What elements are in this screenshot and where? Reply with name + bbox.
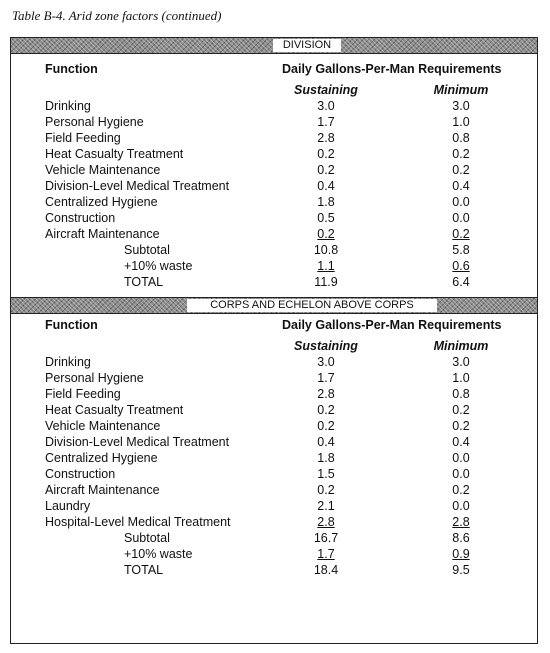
function-header: Function: [45, 62, 98, 76]
sustaining-header: Sustaining: [294, 339, 358, 353]
table-row: [11, 482, 537, 498]
sustaining-cell: 0.2: [317, 419, 335, 433]
sustaining-cell: 1.5: [317, 467, 335, 481]
subtotal-minimum: 5.8: [452, 243, 470, 257]
minimum-cell: 0.2: [452, 483, 470, 497]
sustaining-cell: 2.8: [317, 131, 335, 145]
sustaining-cell: 3.0: [317, 355, 335, 369]
sustaining-cell: 3.0: [317, 99, 335, 113]
requirements-header: Daily Gallons-Per-Man Requirements: [282, 62, 502, 76]
sustaining-cell: 1.8: [317, 195, 335, 209]
function-cell: Aircraft Maintenance: [45, 483, 160, 497]
table-row: [11, 146, 537, 162]
function-cell: Centralized Hygiene: [45, 195, 158, 209]
total-minimum: 9.5: [452, 563, 470, 577]
minimum-cell: 0.2: [452, 403, 470, 417]
minimum-header: Minimum: [433, 339, 489, 353]
minimum-header: Minimum: [433, 83, 489, 97]
table-row: [11, 354, 537, 370]
table-row: [11, 466, 537, 482]
arid-zone-table: [10, 37, 538, 644]
total-label: TOTAL: [124, 275, 164, 289]
sustaining-cell: 1.7: [317, 371, 335, 385]
total-sustaining: 11.9: [314, 275, 338, 289]
function-cell: Drinking: [45, 355, 91, 369]
subtotal-label: Subtotal: [124, 243, 170, 257]
function-header: Function: [45, 318, 98, 332]
minimum-cell: 3.0: [452, 355, 470, 369]
function-cell: Drinking: [45, 99, 91, 113]
waste-sustaining: 1.1: [317, 259, 335, 273]
sustaining-cell: 0.2: [317, 483, 335, 497]
subtotal-minimum: 8.6: [452, 531, 470, 545]
function-cell: Heat Casualty Treatment: [45, 403, 184, 417]
minimum-cell: 0.0: [452, 451, 470, 465]
table-row: [11, 210, 537, 226]
minimum-cell: 2.8: [452, 515, 470, 529]
sustaining-cell: 0.2: [317, 163, 335, 177]
table-row: [11, 498, 537, 514]
function-cell: Field Feeding: [45, 387, 121, 401]
subtotal-sustaining: 16.7: [313, 531, 339, 545]
minimum-cell: 0.2: [452, 147, 470, 161]
total-minimum: 6.4: [452, 275, 470, 289]
division-rows: [11, 98, 537, 242]
sustaining-cell: 0.2: [317, 403, 335, 417]
table-row: [11, 370, 537, 386]
function-cell: Centralized Hygiene: [45, 451, 158, 465]
sustaining-cell: 1.7: [317, 115, 335, 129]
table-row: [11, 114, 537, 130]
table-row: [11, 514, 537, 530]
division-total-row: [11, 274, 537, 290]
waste-sustaining: 1.7: [317, 547, 335, 561]
minimum-cell: 0.4: [452, 435, 470, 449]
division-column-header-row: [11, 82, 537, 98]
sustaining-cell: 0.4: [317, 435, 335, 449]
sustaining-cell: 2.8: [317, 515, 335, 529]
table-row: [11, 226, 537, 242]
minimum-cell: 0.8: [452, 387, 470, 401]
corps-column-header-row: [11, 338, 537, 354]
waste-minimum: 0.6: [452, 259, 470, 273]
function-cell: Construction: [45, 467, 116, 481]
minimum-cell: 0.2: [452, 163, 470, 177]
minimum-cell: 0.2: [452, 227, 470, 241]
minimum-cell: 0.2: [452, 419, 470, 433]
division-title: DIVISION: [273, 39, 341, 52]
table-row: [11, 434, 537, 450]
corps-title: CORPS AND ECHELON ABOVE CORPS: [187, 299, 437, 312]
division-subtotal-row: [11, 242, 537, 258]
minimum-cell: 0.0: [452, 499, 470, 513]
minimum-cell: 3.0: [452, 99, 470, 113]
sustaining-cell: 0.2: [317, 147, 335, 161]
sustaining-cell: 2.8: [317, 387, 335, 401]
function-cell: Division-Level Medical Treatment: [45, 435, 230, 449]
table-row: [11, 418, 537, 434]
division-band: [11, 38, 537, 54]
subtotal-sustaining: 10.8: [313, 243, 339, 257]
sustaining-cell: 0.2: [317, 227, 335, 241]
division-header-row: [11, 61, 537, 77]
waste-minimum: 0.9: [452, 547, 470, 561]
sustaining-cell: 0.4: [317, 179, 335, 193]
sustaining-cell: 1.8: [317, 451, 335, 465]
function-cell: Division-Level Medical Treatment: [45, 179, 230, 193]
sustaining-cell: 0.5: [317, 211, 335, 225]
table-row: [11, 130, 537, 146]
total-label: TOTAL: [124, 563, 164, 577]
table-row: [11, 162, 537, 178]
waste-label: +10% waste: [124, 259, 193, 273]
requirements-header: Daily Gallons-Per-Man Requirements: [282, 318, 502, 332]
corps-waste-row: [11, 546, 537, 562]
table-row: [11, 450, 537, 466]
table-caption: Table B-4. Arid zone factors (continued): [12, 8, 222, 23]
total-sustaining: 18.4: [313, 563, 339, 577]
function-cell: Personal Hygiene: [45, 371, 144, 385]
function-cell: Hospital-Level Medical Treatment: [45, 515, 231, 529]
division-waste-row: [11, 258, 537, 274]
corps-header-row: [11, 317, 537, 333]
function-cell: Laundry: [45, 499, 91, 513]
minimum-cell: 0.8: [452, 131, 470, 145]
table-row: [11, 194, 537, 210]
minimum-cell: 0.0: [452, 211, 470, 225]
waste-label: +10% waste: [124, 547, 193, 561]
corps-band: [11, 297, 537, 314]
corps-subtotal-row: [11, 530, 537, 546]
sustaining-header: Sustaining: [294, 83, 358, 97]
function-cell: Aircraft Maintenance: [45, 227, 160, 241]
function-cell: Personal Hygiene: [45, 115, 144, 129]
function-cell: Heat Casualty Treatment: [45, 147, 184, 161]
function-cell: Construction: [45, 211, 116, 225]
subtotal-label: Subtotal: [124, 531, 170, 545]
minimum-cell: 1.0: [452, 371, 470, 385]
table-row: [11, 178, 537, 194]
table-row: [11, 402, 537, 418]
corps-total-row: [11, 562, 537, 578]
table-row: [11, 98, 537, 114]
table-row: [11, 386, 537, 402]
function-cell: Field Feeding: [45, 131, 121, 145]
function-cell: Vehicle Maintenance: [45, 419, 161, 433]
minimum-cell: 0.4: [452, 179, 470, 193]
function-cell: Vehicle Maintenance: [45, 163, 161, 177]
minimum-cell: 0.0: [452, 467, 470, 481]
sustaining-cell: 2.1: [317, 499, 335, 513]
minimum-cell: 0.0: [452, 195, 470, 209]
corps-rows: [11, 354, 537, 530]
minimum-cell: 1.0: [452, 115, 470, 129]
